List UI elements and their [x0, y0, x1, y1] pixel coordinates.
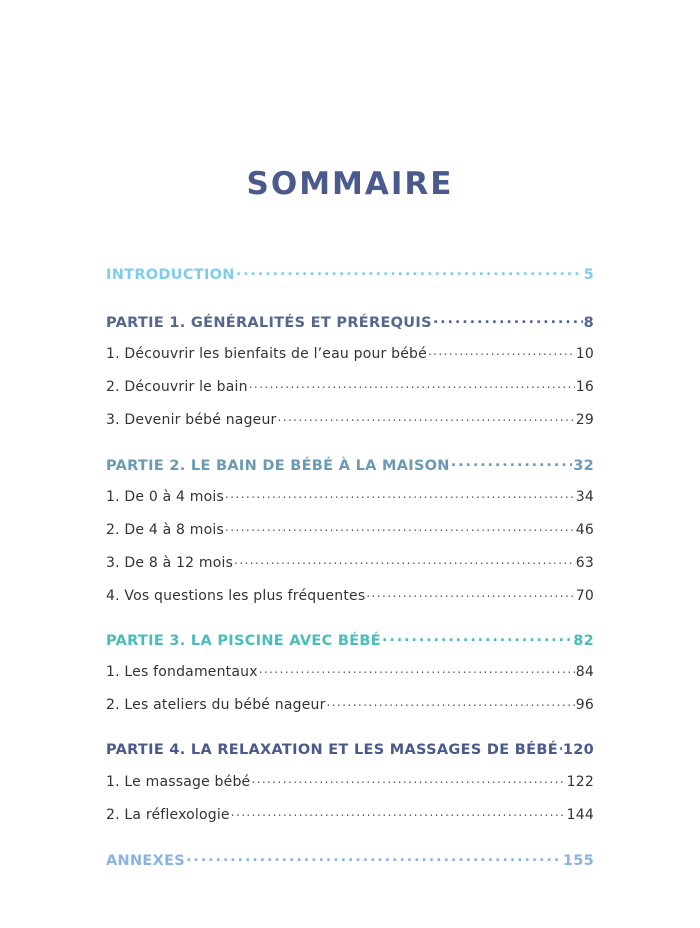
- toc-item-label: 1. Le massage bébé: [106, 774, 251, 790]
- toc-item[interactable]: [106, 344, 594, 362]
- toc-page-number: 29: [575, 412, 594, 428]
- toc-page-number: 5: [583, 266, 594, 283]
- leader-dots: [225, 520, 575, 534]
- toc-page-number: 63: [575, 555, 594, 571]
- toc-item-label: 2. La réflexologie: [106, 807, 230, 823]
- toc-item[interactable]: [106, 410, 594, 428]
- toc-section-partie-1[interactable]: [106, 312, 594, 331]
- toc-section-label: PARTIE 1. GÉNÉRALITÉS ET PRÉREQUIS: [106, 314, 432, 331]
- toc-section-label: PARTIE 2. LE BAIN DE BÉBÉ À LA MAISON: [106, 457, 450, 474]
- leader-dots: [249, 377, 575, 391]
- toc-page-number: 96: [575, 697, 594, 713]
- toc-section-annexes[interactable]: [106, 850, 594, 869]
- toc-page-number: 46: [575, 522, 594, 538]
- leader-dots: [251, 772, 565, 786]
- toc-item[interactable]: [106, 695, 594, 713]
- leader-dots: [433, 312, 583, 327]
- toc-page-number: 32: [573, 457, 594, 474]
- toc-section-label: INTRODUCTION: [106, 266, 235, 283]
- toc-page-number: 16: [575, 379, 594, 395]
- toc-page-number: 84: [575, 664, 594, 680]
- toc-item[interactable]: [106, 553, 594, 571]
- toc-page-number: 155: [562, 852, 594, 869]
- toc-item-label: 1. Les fondamentaux: [106, 664, 258, 680]
- leader-dots: [327, 695, 575, 709]
- leader-dots: [382, 630, 572, 645]
- leader-dots: [231, 805, 566, 819]
- toc-page-number: 144: [566, 807, 594, 823]
- leader-dots: [366, 586, 574, 600]
- toc-item-label: 3. Devenir bébé nageur: [106, 412, 277, 428]
- leader-dots: [559, 739, 562, 754]
- toc-item[interactable]: [106, 377, 594, 395]
- leader-dots: [428, 344, 575, 358]
- toc-section-introduction[interactable]: [106, 264, 594, 283]
- leader-dots: [278, 410, 575, 424]
- toc-item-label: 2. De 4 à 8 mois: [106, 522, 224, 538]
- toc-item[interactable]: [106, 805, 594, 823]
- toc-page-number: 120: [562, 741, 594, 758]
- toc-item-label: 3. De 8 à 12 mois: [106, 555, 234, 571]
- toc-page-number: 8: [583, 314, 594, 331]
- toc-item[interactable]: [106, 662, 594, 680]
- toc-section-partie-4[interactable]: [106, 739, 594, 758]
- toc-item[interactable]: [106, 520, 594, 538]
- toc-section-label: PARTIE 4. LA RELAXATION ET LES MASSAGES DE BÉBÉ: [106, 741, 558, 758]
- toc-item[interactable]: [106, 487, 594, 505]
- toc-section-partie-2[interactable]: [106, 455, 594, 474]
- leader-dots: [259, 662, 575, 676]
- leader-dots: [234, 553, 575, 567]
- toc-page-number: 10: [575, 346, 594, 362]
- leader-dots: [186, 850, 562, 865]
- page-title: SOMMAIRE: [246, 166, 454, 202]
- toc-page-number: 82: [573, 632, 594, 649]
- toc-item[interactable]: [106, 586, 594, 604]
- toc-item[interactable]: [106, 772, 594, 790]
- toc-page-number: 70: [575, 588, 594, 604]
- toc-item-label: 1. De 0 à 4 mois: [106, 489, 224, 505]
- toc-item-label: 1. Découvrir les bienfaits de l’eau pour bébé: [106, 346, 427, 362]
- toc-item-label: 2. Les ateliers du bébé nageur: [106, 697, 326, 713]
- toc-section-partie-3[interactable]: [106, 630, 594, 649]
- toc-item-label: 2. Découvrir le bain: [106, 379, 248, 395]
- toc-section-label: ANNEXES: [106, 852, 186, 869]
- toc-page-number: 34: [575, 489, 594, 505]
- toc-section-label: PARTIE 3. LA PISCINE AVEC BÉBÉ: [106, 632, 381, 649]
- toc-page-number: 122: [566, 774, 594, 790]
- leader-dots: [225, 487, 575, 501]
- toc-item-label: 4. Vos questions les plus fréquentes: [106, 588, 366, 604]
- leader-dots: [451, 455, 572, 470]
- leader-dots: [236, 264, 583, 279]
